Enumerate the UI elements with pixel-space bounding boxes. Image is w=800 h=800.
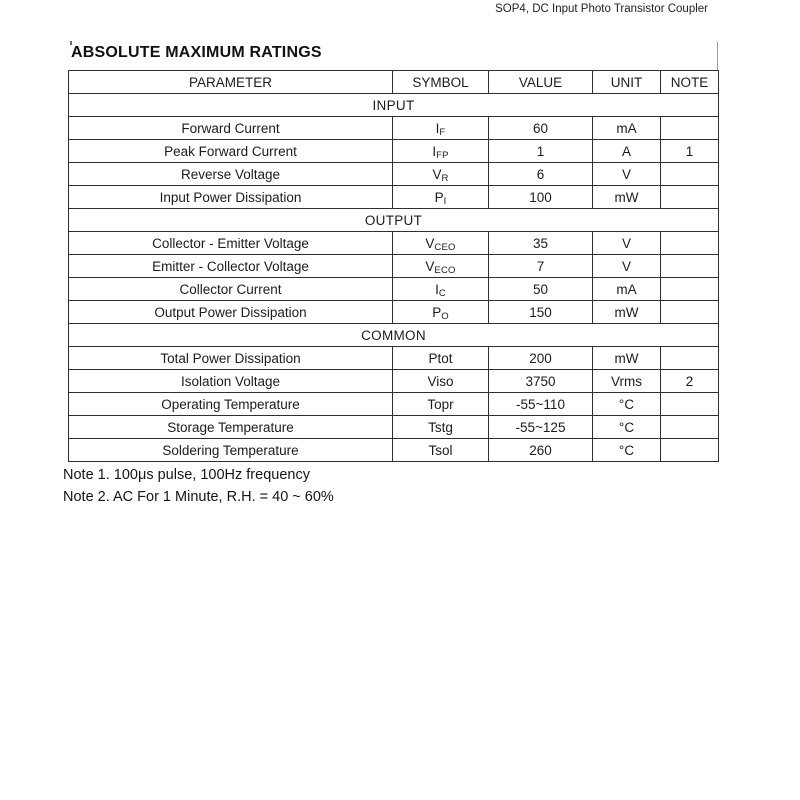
note-cell (661, 186, 719, 209)
footnote-1: Note 1. 100μs pulse, 100Hz frequency (63, 467, 310, 483)
absolute-maximum-ratings-table (68, 70, 719, 462)
unit-cell: mW (593, 301, 661, 324)
table-row (69, 163, 719, 186)
value-cell: 260 (489, 439, 593, 462)
symbol-base: V (432, 166, 442, 182)
symbol-cell (393, 301, 489, 324)
symbol-cell (393, 393, 489, 416)
symbol-subscript: C (438, 288, 446, 299)
table-row (69, 416, 719, 439)
note-cell (661, 163, 719, 186)
table-row (69, 347, 719, 370)
symbol-cell (393, 255, 489, 278)
symbol-subscript: O (441, 311, 449, 322)
symbol-cell (393, 439, 489, 462)
symbol-cell (393, 163, 489, 186)
value-cell: 35 (489, 232, 593, 255)
parameter-cell: Output Power Dissipation (69, 301, 393, 324)
symbol-subscript: R (441, 173, 449, 184)
unit-cell: V (593, 255, 661, 278)
parameter-cell: Operating Temperature (69, 393, 393, 416)
value-cell: 200 (489, 347, 593, 370)
symbol-cell (393, 232, 489, 255)
value-cell: 3750 (489, 370, 593, 393)
table-header (69, 71, 719, 94)
symbol-cell (393, 140, 489, 163)
symbol-cell (393, 278, 489, 301)
symbol-subscript: F (439, 127, 446, 138)
symbol-subscript: ECO (434, 265, 456, 276)
symbol-base: I (432, 143, 437, 159)
table-row (69, 186, 719, 209)
value-cell: 100 (489, 186, 593, 209)
document-header-right: SOP4, DC Input Photo Transistor Coupler (495, 3, 708, 15)
parameter-cell: Storage Temperature (69, 416, 393, 439)
parameter-cell: Peak Forward Current (69, 140, 393, 163)
footnote-2: Note 2. AC For 1 Minute, R.H. = 40 ~ 60% (63, 489, 334, 505)
symbol-base: I (435, 120, 440, 136)
parameter-cell: Forward Current (69, 117, 393, 140)
column-header-unit: UNIT (593, 71, 661, 94)
unit-cell: A (593, 140, 661, 163)
symbol-cell (393, 370, 489, 393)
value-cell: 6 (489, 163, 593, 186)
parameter-cell: Total Power Dissipation (69, 347, 393, 370)
symbol-base: Ptot (428, 350, 453, 366)
unit-cell: mA (593, 278, 661, 301)
unit-cell: °C (593, 416, 661, 439)
parameter-cell: Soldering Temperature (69, 439, 393, 462)
table-row (69, 255, 719, 278)
note-cell (661, 301, 719, 324)
symbol-base: Tsol (428, 442, 453, 458)
table-row (69, 301, 719, 324)
table-row (69, 393, 719, 416)
column-header-parameter: PARAMETER (69, 71, 393, 94)
note-cell: 1 (661, 140, 719, 163)
table-row (69, 117, 719, 140)
symbol-base: P (432, 304, 442, 320)
parameter-cell: Reverse Voltage (69, 163, 393, 186)
note-cell (661, 232, 719, 255)
note-cell (661, 117, 719, 140)
column-header-symbol: SYMBOL (393, 71, 489, 94)
unit-cell: °C (593, 439, 661, 462)
table-row (69, 140, 719, 163)
symbol-cell (393, 347, 489, 370)
unit-cell: mA (593, 117, 661, 140)
column-header-value: VALUE (489, 71, 593, 94)
symbol-base: Tstg (428, 419, 453, 435)
section-row-common (69, 324, 719, 347)
value-cell: -55~110 (489, 393, 593, 416)
value-cell: 50 (489, 278, 593, 301)
column-header-note: NOTE (661, 71, 719, 94)
note-cell (661, 347, 719, 370)
section-label: COMMON (69, 324, 719, 347)
value-cell: -55~125 (489, 416, 593, 439)
unit-cell: mW (593, 186, 661, 209)
unit-cell: °C (593, 393, 661, 416)
symbol-subscript: FP (436, 150, 449, 161)
symbol-base: V (425, 258, 435, 274)
unit-cell: V (593, 232, 661, 255)
parameter-cell: Collector Current (69, 278, 393, 301)
section-row-output (69, 209, 719, 232)
table-row (69, 370, 719, 393)
page-edge-line (717, 42, 718, 71)
note-cell (661, 439, 719, 462)
value-cell: 60 (489, 117, 593, 140)
parameter-cell: Emitter - Collector Voltage (69, 255, 393, 278)
section-label: OUTPUT (69, 209, 719, 232)
symbol-base: P (434, 189, 444, 205)
value-cell: 7 (489, 255, 593, 278)
symbol-cell (393, 186, 489, 209)
value-cell: 150 (489, 301, 593, 324)
note-cell (661, 416, 719, 439)
symbol-base: I (435, 281, 439, 297)
table-header-row (69, 71, 719, 94)
table-row (69, 278, 719, 301)
symbol-cell (393, 117, 489, 140)
parameter-cell: Collector - Emitter Voltage (69, 232, 393, 255)
note-cell (661, 393, 719, 416)
page-title: ABSOLUTE MAXIMUM RATINGS (71, 44, 322, 61)
symbol-base: Topr (427, 396, 454, 412)
symbol-subscript: CEO (434, 242, 456, 253)
table-row (69, 439, 719, 462)
parameter-cell: Isolation Voltage (69, 370, 393, 393)
unit-cell: V (593, 163, 661, 186)
symbol-subscript: I (443, 196, 447, 207)
footnotes (63, 464, 334, 508)
symbol-base: V (425, 235, 435, 251)
ratings-table-body (69, 94, 719, 462)
note-cell: 2 (661, 370, 719, 393)
symbol-base: Viso (427, 373, 454, 389)
table-row (69, 232, 719, 255)
section-row-input (69, 94, 719, 117)
parameter-cell: Input Power Dissipation (69, 186, 393, 209)
note-cell (661, 255, 719, 278)
unit-cell: Vrms (593, 370, 661, 393)
unit-cell: mW (593, 347, 661, 370)
section-label: INPUT (69, 94, 719, 117)
value-cell: 1 (489, 140, 593, 163)
symbol-cell (393, 416, 489, 439)
note-cell (661, 278, 719, 301)
